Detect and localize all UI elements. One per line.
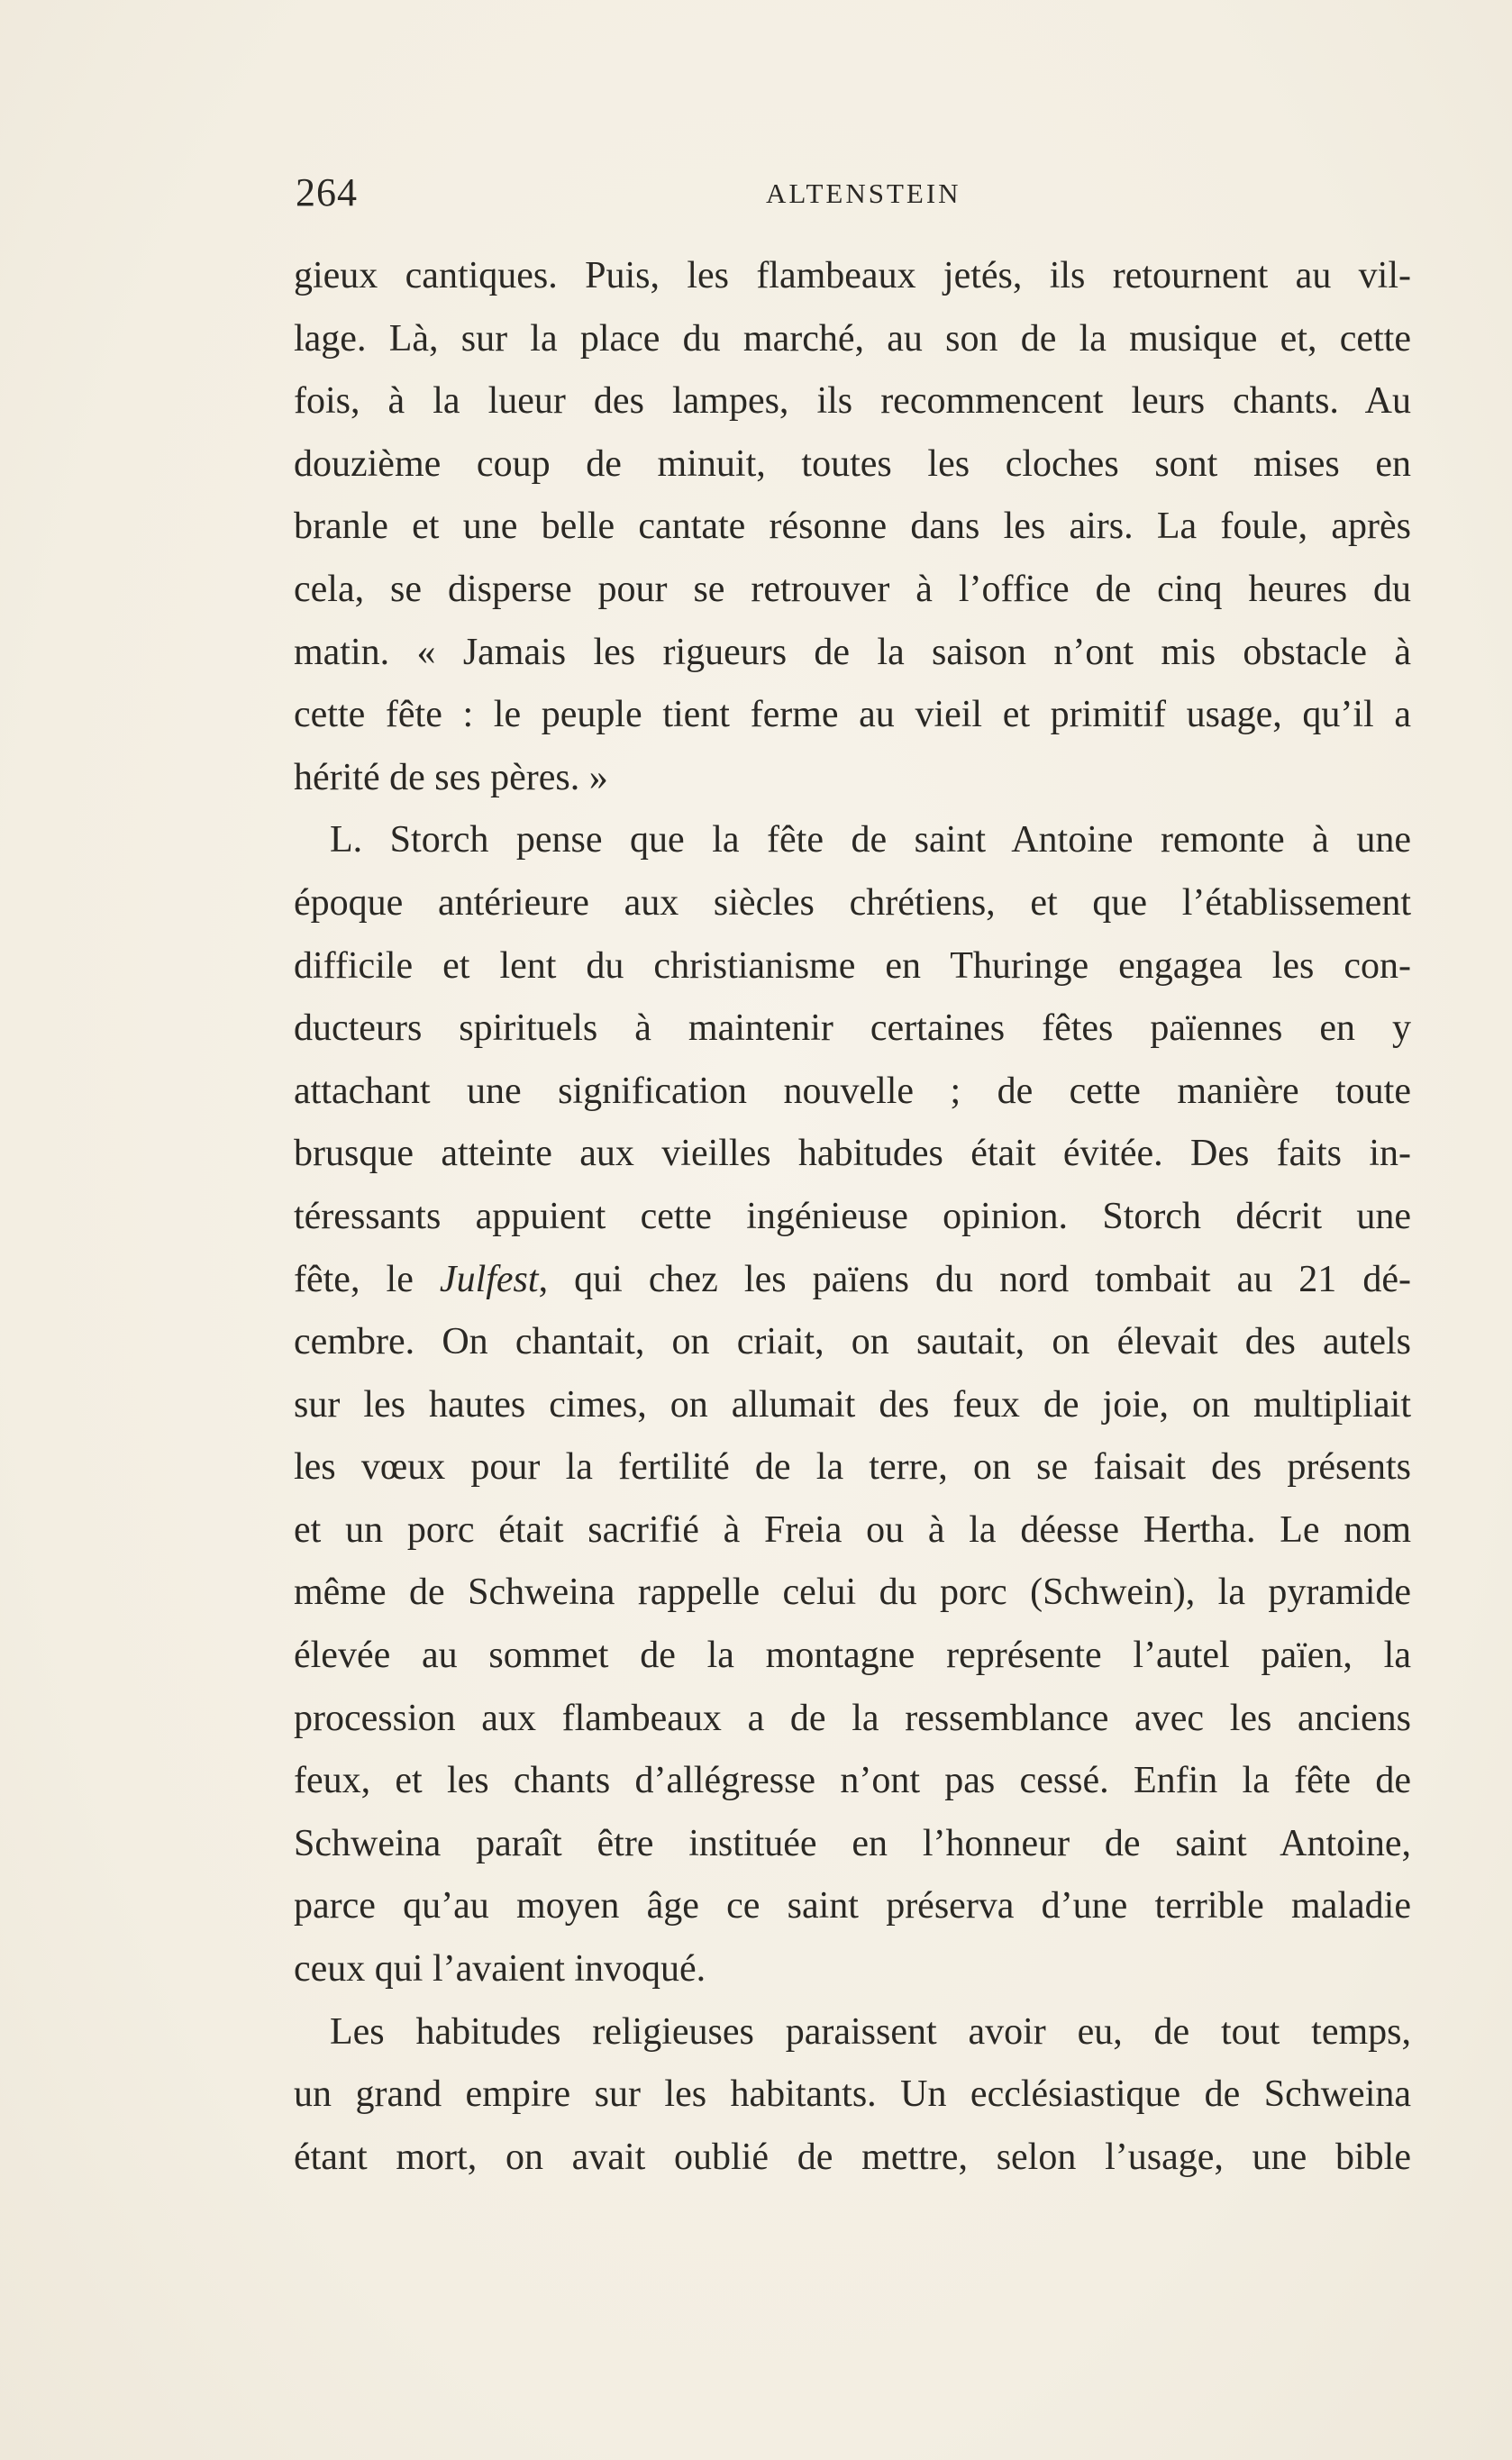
text-line: cembre. On chantait, on criait, on sautait, on élevait des autels bbox=[294, 1321, 1411, 1363]
text-line: époque antérieure aux siècles chrétiens, et que l’établissement bbox=[294, 881, 1411, 924]
text-line: feux, et les chants d’allégresse n’ont pas cessé. Enfin la fête de bbox=[294, 1760, 1411, 1802]
text-line: brusque atteinte aux vieilles habitudes était évitée. Des faits in- bbox=[294, 1133, 1411, 1175]
text-line: attachant une signification nouvelle ; de cette manière toute bbox=[294, 1070, 1411, 1112]
text-line: parce qu’au moyen âge ce saint préserva d’une terrible maladie bbox=[294, 1885, 1411, 1927]
text-line: Schweina paraît être instituée en l’honneur de saint Antoine, bbox=[294, 1822, 1411, 1864]
paragraph-end-line: ceux qui l’avaient invoqué. bbox=[294, 1948, 706, 1991]
text-line: élevée au sommet de la montagne représente l’autel païen, la bbox=[294, 1635, 1411, 1677]
text-line: matin. « Jamais les rigueurs de la saison n’ont mis obstacle à bbox=[294, 631, 1411, 673]
italic-term: Julfest bbox=[439, 1258, 539, 1300]
page-header bbox=[296, 169, 1413, 214]
text-segment: fête, le bbox=[294, 1258, 440, 1300]
text-line: cela, se disperse pour se retrouver à l’office de cinq heures du bbox=[294, 568, 1411, 610]
text-line: sur les hautes cimes, on allumait des feux de joie, on multipliait bbox=[294, 1383, 1411, 1426]
paragraph-start-line: Les habitudes religieuses paraissent avoir eu, de tout temps, bbox=[330, 2010, 1411, 2053]
paragraph-start-line: L. Storch pense que la fête de saint Antoine remonte à une bbox=[330, 819, 1411, 861]
text-line: et un porc était sacrifié à Freia ou à la déesse Hertha. Le nom bbox=[294, 1508, 1411, 1551]
text-line: un grand empire sur les habitants. Un ecclésiastique de Schweina bbox=[294, 2073, 1411, 2116]
text-line: lage. Là, sur la place du marché, au son de la musique et, cette bbox=[294, 317, 1411, 360]
text-line: téressants appuient cette ingénieuse opinion. Storch décrit une bbox=[294, 1195, 1411, 1237]
text-line: ducteurs spirituels à maintenir certaines fêtes païennes en y bbox=[294, 1007, 1411, 1050]
text-line: fois, à la lueur des lampes, ils recommencent leurs chants. Au bbox=[294, 380, 1411, 423]
text-line: étant mort, on avait oublié de mettre, selon l’usage, une bible bbox=[294, 2136, 1411, 2178]
running-title: ALTENSTEIN bbox=[766, 178, 961, 209]
text-line-with-italic bbox=[294, 1249, 1411, 1312]
body-text bbox=[294, 245, 1411, 2189]
text-line: même de Schweina rappelle celui du porc (Schwein), la pyramide bbox=[294, 1572, 1411, 1614]
page-number: 264 bbox=[296, 170, 358, 214]
text-line: les vœux pour la fertilité de la terre, on se faisait des présents bbox=[294, 1446, 1411, 1489]
text-line: gieux cantiques. Puis, les flambeaux jetés, ils retournent au vil- bbox=[294, 255, 1411, 296]
text-line: douzième coup de minuit, toutes les cloches sont mises en bbox=[294, 442, 1411, 485]
paragraph-end-line: hérité de ses pères. » bbox=[294, 756, 608, 798]
text-line: branle et une belle cantate résonne dans les airs. La foule, après bbox=[294, 506, 1411, 548]
text-line: procession aux flambeaux a de la ressemblance avec les anciens bbox=[294, 1697, 1411, 1739]
text-line: cette fête : le peuple tient ferme au vieil et primitif usage, qu’il a bbox=[294, 694, 1411, 736]
text-segment: , qui chez les païens du nord tombait au 21 dé- bbox=[538, 1258, 1411, 1300]
text-line: difficile et lent du christianisme en Thuringe engagea les con- bbox=[294, 944, 1411, 987]
